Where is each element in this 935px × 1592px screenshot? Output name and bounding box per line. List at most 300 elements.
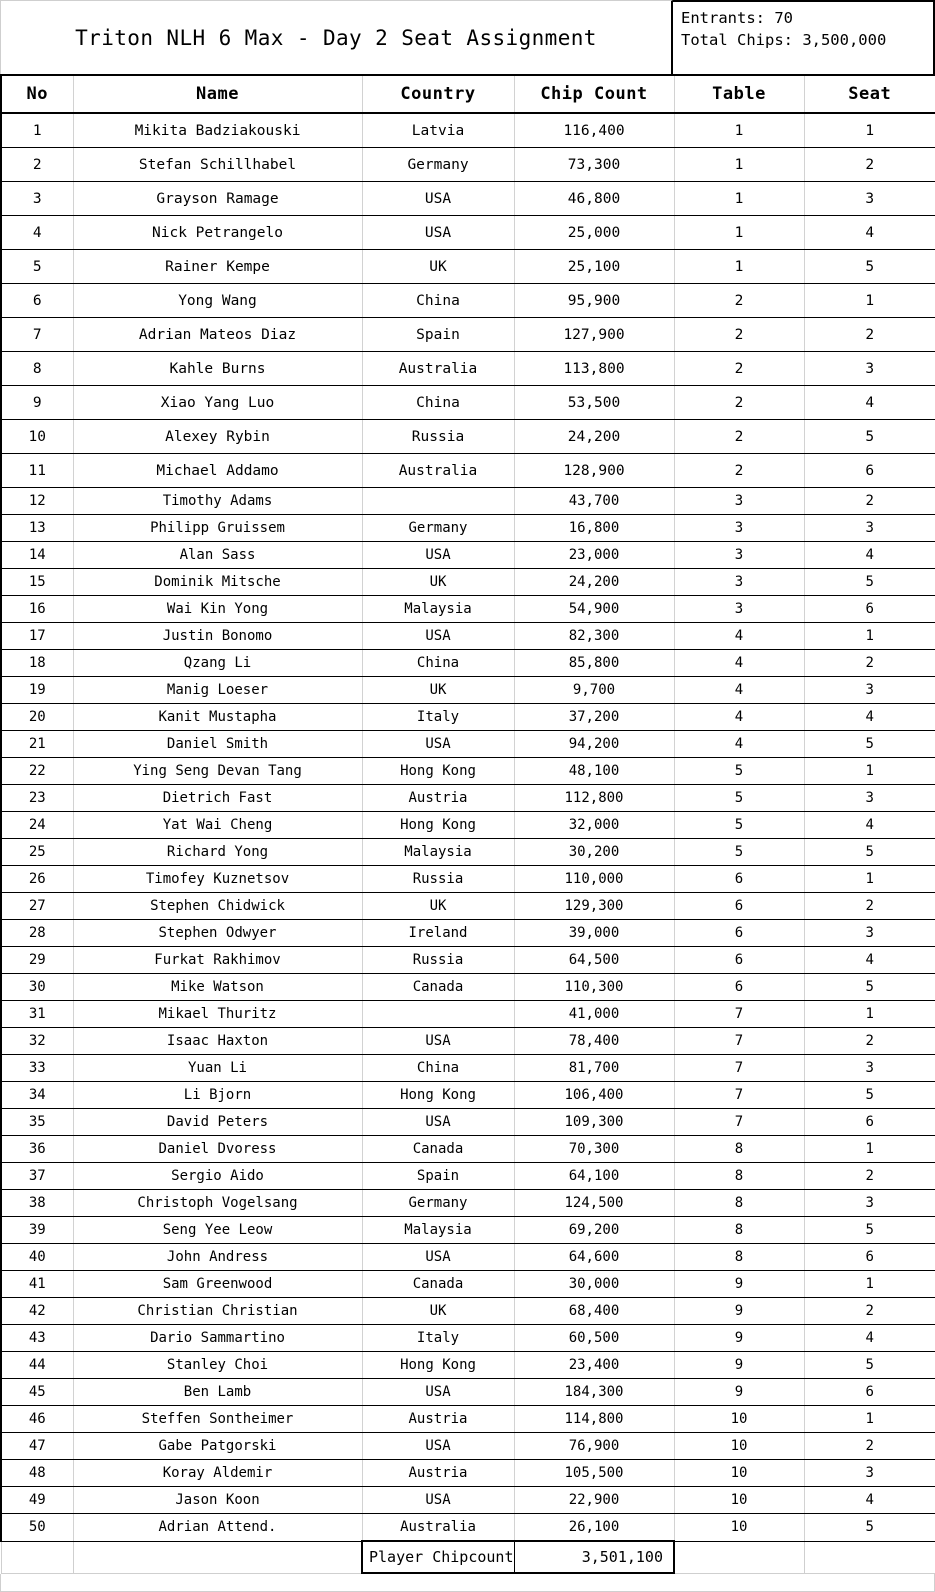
cell-name: Gabe Patgorski <box>73 1433 362 1460</box>
table-row <box>1 1082 935 1109</box>
table-row <box>1 1487 935 1514</box>
cell-country: Russia <box>362 420 514 454</box>
cell-country: USA <box>362 1487 514 1514</box>
cell-chip-count: 110,300 <box>514 974 674 1001</box>
table-row <box>1 1136 935 1163</box>
cell-country: USA <box>362 1109 514 1136</box>
cell-chip-count: 37,200 <box>514 704 674 731</box>
cell-country: UK <box>362 677 514 704</box>
cell-no: 14 <box>1 542 73 569</box>
cell-seat: 1 <box>804 623 935 650</box>
cell-no: 13 <box>1 515 73 542</box>
cell-chip-count: 32,000 <box>514 812 674 839</box>
footer-blank-table <box>674 1541 804 1573</box>
cell-chip-count: 25,100 <box>514 250 674 284</box>
cell-name: Grayson Ramage <box>73 182 362 216</box>
cell-seat: 5 <box>804 1217 935 1244</box>
cell-name: Manig Loeser <box>73 677 362 704</box>
cell-no: 30 <box>1 974 73 1001</box>
cell-name: Rainer Kempe <box>73 250 362 284</box>
cell-name: Timothy Adams <box>73 488 362 515</box>
cell-chip-count: 60,500 <box>514 1325 674 1352</box>
cell-no: 35 <box>1 1109 73 1136</box>
cell-chip-count: 124,500 <box>514 1190 674 1217</box>
cell-country: Germany <box>362 515 514 542</box>
cell-name: Sam Greenwood <box>73 1271 362 1298</box>
cell-seat: 5 <box>804 731 935 758</box>
total-chips-label: Total Chips: 3,500,000 <box>681 31 887 49</box>
table-row <box>1 623 935 650</box>
sheet-bottom-edge <box>0 1574 935 1592</box>
cell-country: USA <box>362 1028 514 1055</box>
cell-chip-count: 30,200 <box>514 839 674 866</box>
cell-table: 3 <box>674 569 804 596</box>
cell-seat: 3 <box>804 677 935 704</box>
cell-name: Stefan Schillhabel <box>73 148 362 182</box>
cell-country: China <box>362 1055 514 1082</box>
table-row <box>1 1217 935 1244</box>
cell-seat: 5 <box>804 569 935 596</box>
cell-name: Mike Watson <box>73 974 362 1001</box>
cell-no: 40 <box>1 1244 73 1271</box>
cell-no: 29 <box>1 947 73 974</box>
cell-table: 4 <box>674 650 804 677</box>
cell-table: 6 <box>674 866 804 893</box>
cell-seat: 5 <box>804 1514 935 1542</box>
cell-country: UK <box>362 250 514 284</box>
cell-table: 6 <box>674 974 804 1001</box>
cell-chip-count: 73,300 <box>514 148 674 182</box>
cell-name: David Peters <box>73 1109 362 1136</box>
cell-table: 10 <box>674 1433 804 1460</box>
cell-name: Ying Seng Devan Tang <box>73 758 362 785</box>
cell-seat: 2 <box>804 1298 935 1325</box>
cell-country: UK <box>362 893 514 920</box>
cell-table: 2 <box>674 284 804 318</box>
cell-seat: 5 <box>804 839 935 866</box>
table-row <box>1 596 935 623</box>
cell-seat: 1 <box>804 1406 935 1433</box>
seat-assignment-table <box>0 76 935 1574</box>
cell-no: 39 <box>1 1217 73 1244</box>
cell-table: 9 <box>674 1298 804 1325</box>
cell-name: Nick Petrangelo <box>73 216 362 250</box>
cell-no: 44 <box>1 1352 73 1379</box>
cell-chip-count: 70,300 <box>514 1136 674 1163</box>
cell-no: 22 <box>1 758 73 785</box>
table-row <box>1 1433 935 1460</box>
cell-seat: 5 <box>804 1082 935 1109</box>
cell-chip-count: 112,800 <box>514 785 674 812</box>
cell-table: 6 <box>674 920 804 947</box>
table-row <box>1 758 935 785</box>
cell-no: 31 <box>1 1001 73 1028</box>
cell-seat: 5 <box>804 974 935 1001</box>
cell-table: 2 <box>674 386 804 420</box>
cell-name: Sergio Aido <box>73 1163 362 1190</box>
cell-name: Michael Addamo <box>73 454 362 488</box>
table-row <box>1 488 935 515</box>
cell-country: Australia <box>362 454 514 488</box>
cell-name: Timofey Kuznetsov <box>73 866 362 893</box>
footer-blank-no <box>1 1541 73 1573</box>
cell-seat: 6 <box>804 1244 935 1271</box>
cell-country: Italy <box>362 1325 514 1352</box>
cell-country: Malaysia <box>362 596 514 623</box>
cell-table: 3 <box>674 542 804 569</box>
cell-chip-count: 128,900 <box>514 454 674 488</box>
cell-seat: 3 <box>804 1055 935 1082</box>
cell-table: 4 <box>674 704 804 731</box>
table-row <box>1 650 935 677</box>
table-row <box>1 542 935 569</box>
cell-country: USA <box>362 731 514 758</box>
cell-no: 24 <box>1 812 73 839</box>
cell-no: 38 <box>1 1190 73 1217</box>
cell-no: 50 <box>1 1514 73 1542</box>
cell-name: Adrian Attend. <box>73 1514 362 1542</box>
cell-country: Austria <box>362 1406 514 1433</box>
cell-chip-count: 23,000 <box>514 542 674 569</box>
cell-seat: 1 <box>804 113 935 148</box>
table-row <box>1 386 935 420</box>
cell-name: Kahle Burns <box>73 352 362 386</box>
cell-seat: 6 <box>804 1109 935 1136</box>
table-row <box>1 1244 935 1271</box>
cell-chip-count: 54,900 <box>514 596 674 623</box>
cell-name: Seng Yee Leow <box>73 1217 362 1244</box>
cell-name: Ben Lamb <box>73 1379 362 1406</box>
cell-table: 6 <box>674 893 804 920</box>
table-row <box>1 947 935 974</box>
cell-country: Italy <box>362 704 514 731</box>
table-row <box>1 1514 935 1542</box>
cell-chip-count: 41,000 <box>514 1001 674 1028</box>
table-row <box>1 148 935 182</box>
cell-name: Stephen Odwyer <box>73 920 362 947</box>
cell-table: 2 <box>674 420 804 454</box>
cell-table: 4 <box>674 623 804 650</box>
table-row <box>1 974 935 1001</box>
cell-chip-count: 64,100 <box>514 1163 674 1190</box>
cell-chip-count: 43,700 <box>514 488 674 515</box>
cell-seat: 4 <box>804 216 935 250</box>
cell-seat: 4 <box>804 947 935 974</box>
footer-blank-name <box>73 1541 362 1573</box>
table-row <box>1 1406 935 1433</box>
cell-country: USA <box>362 216 514 250</box>
cell-table: 5 <box>674 839 804 866</box>
cell-country: Malaysia <box>362 1217 514 1244</box>
table-row <box>1 1379 935 1406</box>
table-row <box>1 1163 935 1190</box>
cell-seat: 6 <box>804 596 935 623</box>
table-row <box>1 1352 935 1379</box>
cell-name: Isaac Haxton <box>73 1028 362 1055</box>
cell-chip-count: 78,400 <box>514 1028 674 1055</box>
cell-no: 4 <box>1 216 73 250</box>
column-header-name: Name <box>73 76 362 113</box>
cell-chip-count: 9,700 <box>514 677 674 704</box>
cell-seat: 3 <box>804 515 935 542</box>
cell-table: 5 <box>674 785 804 812</box>
cell-chip-count: 94,200 <box>514 731 674 758</box>
cell-no: 12 <box>1 488 73 515</box>
cell-seat: 5 <box>804 420 935 454</box>
cell-table: 5 <box>674 758 804 785</box>
cell-chip-count: 48,100 <box>514 758 674 785</box>
cell-seat: 6 <box>804 1379 935 1406</box>
cell-name: Wai Kin Yong <box>73 596 362 623</box>
cell-name: Philipp Gruissem <box>73 515 362 542</box>
table-row <box>1 1055 935 1082</box>
cell-seat: 3 <box>804 182 935 216</box>
cell-table: 4 <box>674 731 804 758</box>
table-header <box>1 76 935 113</box>
cell-name: Kanit Mustapha <box>73 704 362 731</box>
table-row <box>1 677 935 704</box>
column-header-chip-count: Chip Count <box>514 76 674 113</box>
table-row <box>1 1460 935 1487</box>
cell-chip-count: 116,400 <box>514 113 674 148</box>
cell-no: 45 <box>1 1379 73 1406</box>
cell-chip-count: 109,300 <box>514 1109 674 1136</box>
cell-table: 3 <box>674 515 804 542</box>
cell-seat: 2 <box>804 1028 935 1055</box>
cell-table: 1 <box>674 250 804 284</box>
page-title: Triton NLH 6 Max - Day 2 Seat Assignment <box>75 25 597 50</box>
table-row <box>1 839 935 866</box>
cell-no: 43 <box>1 1325 73 1352</box>
cell-country: China <box>362 386 514 420</box>
cell-chip-count: 127,900 <box>514 318 674 352</box>
cell-name: Mikael Thuritz <box>73 1001 362 1028</box>
cell-chip-count: 106,400 <box>514 1082 674 1109</box>
cell-no: 37 <box>1 1163 73 1190</box>
cell-seat: 2 <box>804 650 935 677</box>
table-row <box>1 920 935 947</box>
cell-country: Canada <box>362 1136 514 1163</box>
table-row <box>1 515 935 542</box>
header-row <box>1 76 935 113</box>
cell-country: Russia <box>362 947 514 974</box>
cell-table: 9 <box>674 1379 804 1406</box>
cell-seat: 2 <box>804 1433 935 1460</box>
cell-name: Xiao Yang Luo <box>73 386 362 420</box>
cell-seat: 4 <box>804 812 935 839</box>
entrants-label: Entrants: 70 <box>681 9 793 27</box>
cell-name: Christoph Vogelsang <box>73 1190 362 1217</box>
cell-no: 42 <box>1 1298 73 1325</box>
cell-no: 33 <box>1 1055 73 1082</box>
cell-table: 3 <box>674 596 804 623</box>
cell-table: 1 <box>674 216 804 250</box>
cell-table: 8 <box>674 1163 804 1190</box>
table-row <box>1 866 935 893</box>
cell-chip-count: 23,400 <box>514 1352 674 1379</box>
cell-seat: 2 <box>804 318 935 352</box>
cell-name: Stephen Chidwick <box>73 893 362 920</box>
cell-country: Germany <box>362 1190 514 1217</box>
cell-table: 1 <box>674 182 804 216</box>
cell-seat: 4 <box>804 1487 935 1514</box>
cell-seat: 3 <box>804 785 935 812</box>
cell-chip-count: 30,000 <box>514 1271 674 1298</box>
cell-name: Daniel Dvoress <box>73 1136 362 1163</box>
cell-no: 19 <box>1 677 73 704</box>
cell-table: 6 <box>674 947 804 974</box>
cell-name: Li Bjorn <box>73 1082 362 1109</box>
cell-name: Richard Yong <box>73 839 362 866</box>
cell-no: 15 <box>1 569 73 596</box>
cell-country: Russia <box>362 866 514 893</box>
cell-no: 16 <box>1 596 73 623</box>
cell-no: 26 <box>1 866 73 893</box>
cell-chip-count: 105,500 <box>514 1460 674 1487</box>
cell-name: Dietrich Fast <box>73 785 362 812</box>
cell-no: 17 <box>1 623 73 650</box>
table-body <box>1 113 935 1541</box>
table-row <box>1 1271 935 1298</box>
cell-seat: 5 <box>804 250 935 284</box>
table-row <box>1 1325 935 1352</box>
cell-table: 8 <box>674 1190 804 1217</box>
cell-table: 7 <box>674 1055 804 1082</box>
cell-no: 48 <box>1 1460 73 1487</box>
column-header-country: Country <box>362 76 514 113</box>
cell-name: Jason Koon <box>73 1487 362 1514</box>
cell-chip-count: 85,800 <box>514 650 674 677</box>
table-footer <box>1 1541 935 1573</box>
table-row <box>1 704 935 731</box>
cell-name: Yat Wai Cheng <box>73 812 362 839</box>
cell-no: 25 <box>1 839 73 866</box>
cell-no: 20 <box>1 704 73 731</box>
cell-seat: 2 <box>804 148 935 182</box>
title-cell <box>0 0 673 74</box>
cell-country: Hong Kong <box>362 812 514 839</box>
cell-chip-count: 26,100 <box>514 1514 674 1542</box>
cell-name: Alan Sass <box>73 542 362 569</box>
cell-country: Austria <box>362 785 514 812</box>
cell-no: 2 <box>1 148 73 182</box>
cell-table: 10 <box>674 1406 804 1433</box>
table-row <box>1 454 935 488</box>
cell-country: Malaysia <box>362 839 514 866</box>
cell-no: 11 <box>1 454 73 488</box>
cell-table: 3 <box>674 488 804 515</box>
cell-seat: 3 <box>804 1190 935 1217</box>
cell-country: UK <box>362 1298 514 1325</box>
cell-no: 10 <box>1 420 73 454</box>
player-chipcount-label: Player Chipcount <box>362 1541 514 1573</box>
cell-name: Qzang Li <box>73 650 362 677</box>
cell-chip-count: 24,200 <box>514 569 674 596</box>
cell-country: Latvia <box>362 113 514 148</box>
cell-table: 2 <box>674 454 804 488</box>
cell-seat: 4 <box>804 704 935 731</box>
cell-no: 9 <box>1 386 73 420</box>
cell-chip-count: 53,500 <box>514 386 674 420</box>
cell-chip-count: 81,700 <box>514 1055 674 1082</box>
cell-no: 34 <box>1 1082 73 1109</box>
cell-country: USA <box>362 1433 514 1460</box>
footer-blank-seat <box>804 1541 935 1573</box>
cell-chip-count: 69,200 <box>514 1217 674 1244</box>
table-row <box>1 182 935 216</box>
cell-country: Spain <box>362 318 514 352</box>
cell-name: Yong Wang <box>73 284 362 318</box>
cell-name: Mikita Badziakouski <box>73 113 362 148</box>
cell-name: Justin Bonomo <box>73 623 362 650</box>
cell-table: 2 <box>674 352 804 386</box>
cell-country: Canada <box>362 1271 514 1298</box>
cell-country: Australia <box>362 352 514 386</box>
cell-seat: 3 <box>804 920 935 947</box>
cell-seat: 1 <box>804 1001 935 1028</box>
table-row <box>1 1109 935 1136</box>
table-row <box>1 893 935 920</box>
cell-seat: 1 <box>804 1271 935 1298</box>
cell-country: USA <box>362 542 514 569</box>
cell-name: Alexey Rybin <box>73 420 362 454</box>
cell-chip-count: 24,200 <box>514 420 674 454</box>
cell-seat: 4 <box>804 386 935 420</box>
cell-no: 3 <box>1 182 73 216</box>
cell-table: 5 <box>674 812 804 839</box>
cell-seat: 1 <box>804 866 935 893</box>
cell-country: Hong Kong <box>362 758 514 785</box>
cell-country: China <box>362 650 514 677</box>
cell-table: 1 <box>674 113 804 148</box>
cell-country: Australia <box>362 1514 514 1542</box>
cell-chip-count: 25,000 <box>514 216 674 250</box>
cell-chip-count: 46,800 <box>514 182 674 216</box>
cell-table: 8 <box>674 1244 804 1271</box>
cell-country <box>362 1001 514 1028</box>
cell-seat: 5 <box>804 1352 935 1379</box>
cell-name: Furkat Rakhimov <box>73 947 362 974</box>
cell-table: 9 <box>674 1352 804 1379</box>
cell-name: Koray Aldemir <box>73 1460 362 1487</box>
cell-no: 23 <box>1 785 73 812</box>
cell-chip-count: 39,000 <box>514 920 674 947</box>
cell-chip-count: 64,500 <box>514 947 674 974</box>
table-row <box>1 318 935 352</box>
cell-chip-count: 16,800 <box>514 515 674 542</box>
table-row <box>1 216 935 250</box>
table-row <box>1 420 935 454</box>
cell-country: USA <box>362 1379 514 1406</box>
table-row <box>1 352 935 386</box>
cell-no: 18 <box>1 650 73 677</box>
cell-table: 7 <box>674 1082 804 1109</box>
table-row <box>1 785 935 812</box>
cell-country: USA <box>362 182 514 216</box>
cell-country: UK <box>362 569 514 596</box>
cell-country: Austria <box>362 1460 514 1487</box>
cell-no: 49 <box>1 1487 73 1514</box>
footer-row <box>1 1541 935 1573</box>
cell-no: 28 <box>1 920 73 947</box>
table-row <box>1 1001 935 1028</box>
cell-table: 7 <box>674 1001 804 1028</box>
cell-chip-count: 68,400 <box>514 1298 674 1325</box>
cell-country: Canada <box>362 974 514 1001</box>
cell-name: Dominik Mitsche <box>73 569 362 596</box>
table-row <box>1 1298 935 1325</box>
cell-chip-count: 129,300 <box>514 893 674 920</box>
